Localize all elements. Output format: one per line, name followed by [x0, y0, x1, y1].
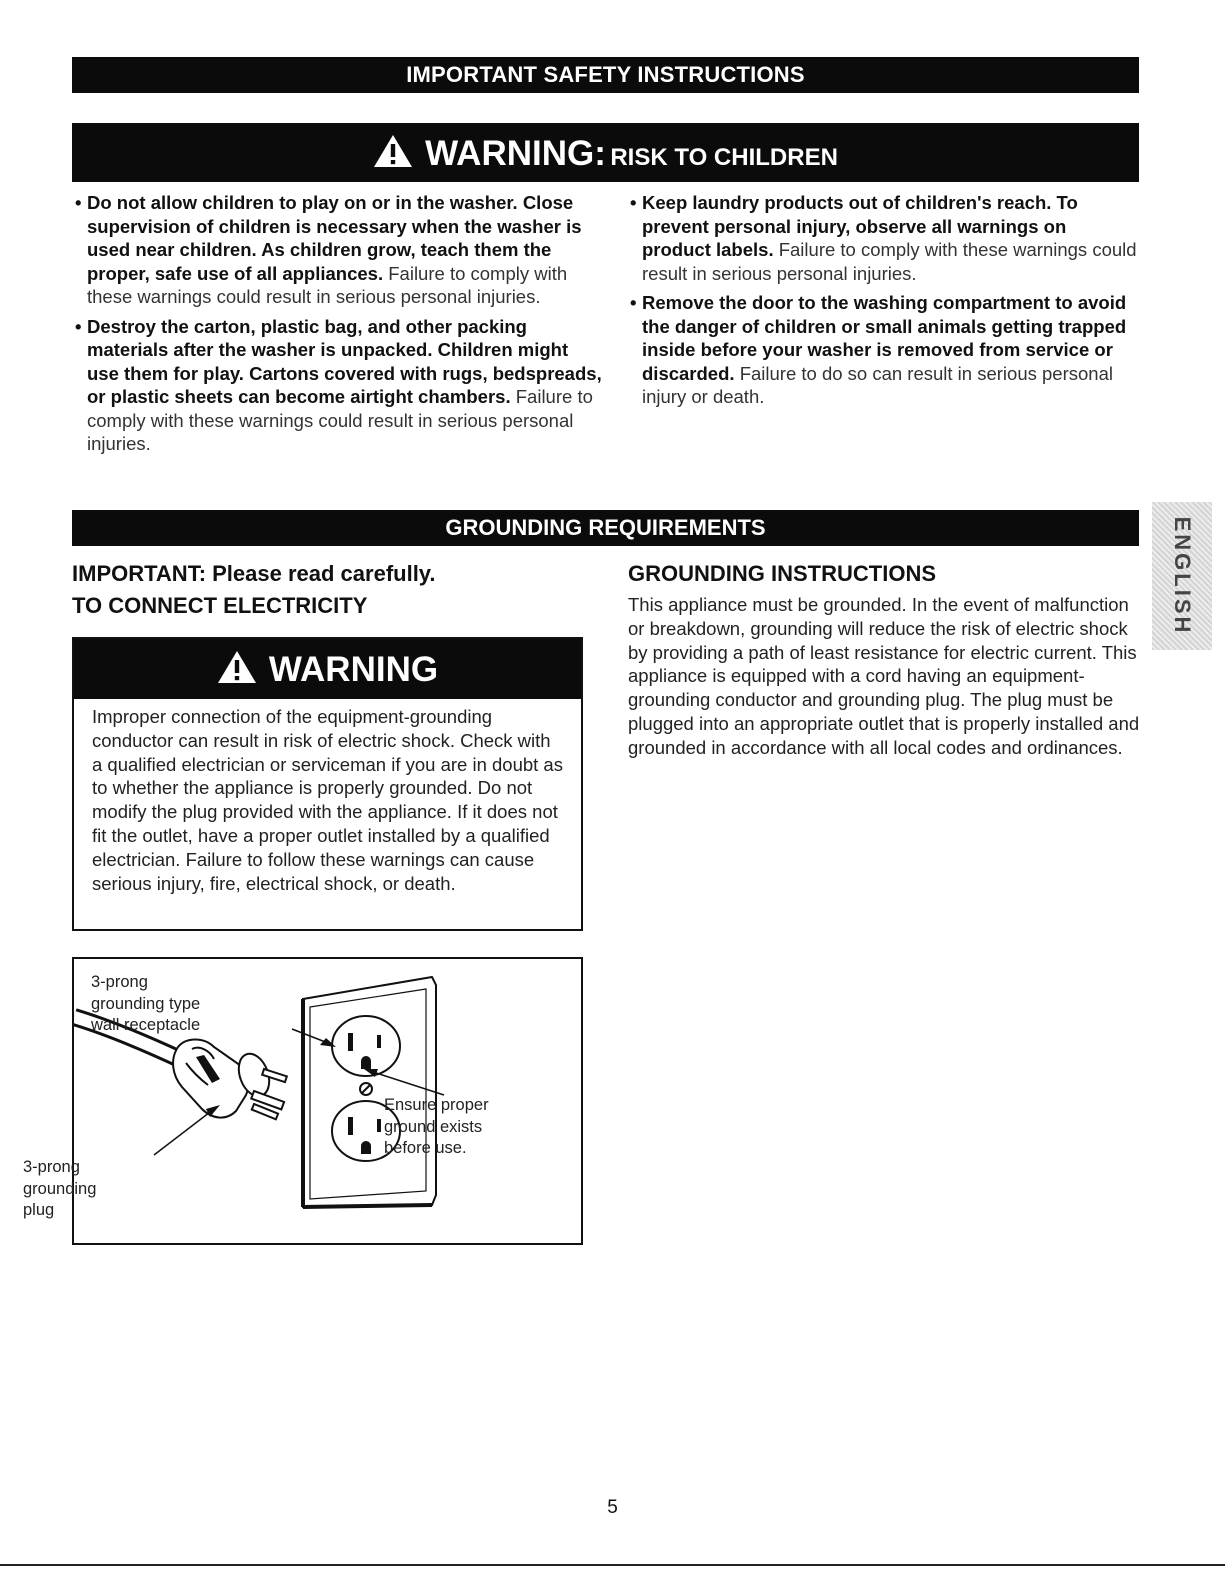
ensure-ground-label: Ensure proper ground exists before use.: [384, 1096, 489, 1157]
warning-triangle-icon: [373, 134, 413, 168]
bullet-text: Failure to comply with these warnings could result in serious personal injuries.: [642, 239, 1137, 284]
electric-warning-text: Improper connection of the equipment-grounding conductor can result in risk of electric shock. Check with a qualified electrician or serviceman if you are in doubt as to whether the appliance is properly grounded. Do not modify the plug provided with the appliance. If it does not fit the outlet, have a proper outlet installed by a qualified electrician. Failure to follow these warnings can cause serious injury, fire, electrical shock, or death.: [92, 706, 563, 894]
electric-warning-box: [72, 637, 583, 931]
bullet-text: Failure to comply with these warnings could result in serious personal injuries.: [87, 262, 568, 307]
grounding-requirements-title: GROUNDING REQUIREMENTS: [445, 515, 766, 540]
plug-label: 3-prong grounding plug: [23, 1158, 97, 1219]
important-heading: IMPORTANT: Please read carefully.: [72, 561, 436, 586]
list-item: [72, 191, 602, 309]
bullet-bold-text: Keep laundry products out of children's reach. To prevent personal injury, observe all warnings on product labels.: [642, 192, 1078, 260]
language-tab: [1152, 502, 1212, 650]
warning-subtitle: RISK TO CHILDREN: [610, 144, 838, 171]
bullet-text: Failure to comply with these warnings could result in serious personal injuries.: [87, 386, 593, 454]
language-tab-label: ENGLISH: [1170, 516, 1195, 636]
warning-label: WARNING:: [425, 134, 606, 173]
warning-children-banner: [72, 123, 1139, 182]
grounding-requirements-banner: [72, 510, 1139, 546]
bullet-text: Failure to do so can result in serious personal injury or death.: [642, 362, 1113, 407]
list-item: [627, 191, 1137, 285]
grounding-instructions-heading: GROUNDING INSTRUCTIONS: [628, 561, 936, 586]
bullet-bold-text: Destroy the carton, plastic bag, and other packing materials after the washer is unpacked. Children might use them for play. Cartons covered with rugs, bedspreads, or plastic sheets can become airtight chambers.: [87, 315, 602, 407]
connect-electricity-heading: TO CONNECT ELECTRICITY: [72, 593, 368, 618]
receptacle-label: 3-prong grounding type wall receptacle: [91, 973, 201, 1034]
safety-instructions-title: IMPORTANT SAFETY INSTRUCTIONS: [406, 62, 805, 87]
electric-warning-title: WARNING: [268, 650, 439, 689]
warning-triangle-icon: [217, 650, 257, 684]
safety-instructions-banner: [72, 57, 1139, 93]
electric-warning-header: [74, 639, 581, 699]
bullet-bold-text: Do not allow children to play on or in the washer. Close supervision of children is necessary when the washer is used near children. As children grow, teach them the proper, safe use of all appliances.: [87, 192, 582, 284]
children-warnings-right: [627, 191, 1137, 415]
list-item: [72, 315, 602, 456]
grounding-instructions-text: This appliance must be grounded. In the event of malfunction or breakdown, grounding will reduce the risk of electric shock by providing a path of least resistance for electric current. This appliance is equipped with a cord having an equipment-grounding conductor and grounding plug. The plug must be plugged into an appropriate outlet that is properly installed and grounded in accordance with all local codes and ordinances.: [628, 594, 1140, 758]
list-item: [627, 291, 1137, 409]
bullet-bold-text: Remove the door to the washing compartment to avoid the danger of children or small animals getting trapped inside before your washer is removed from service or discarded.: [642, 292, 1127, 384]
page-number: 5: [607, 1497, 618, 1518]
page-bottom-rule: [0, 1564, 1225, 1566]
children-warnings-left: [72, 191, 602, 462]
